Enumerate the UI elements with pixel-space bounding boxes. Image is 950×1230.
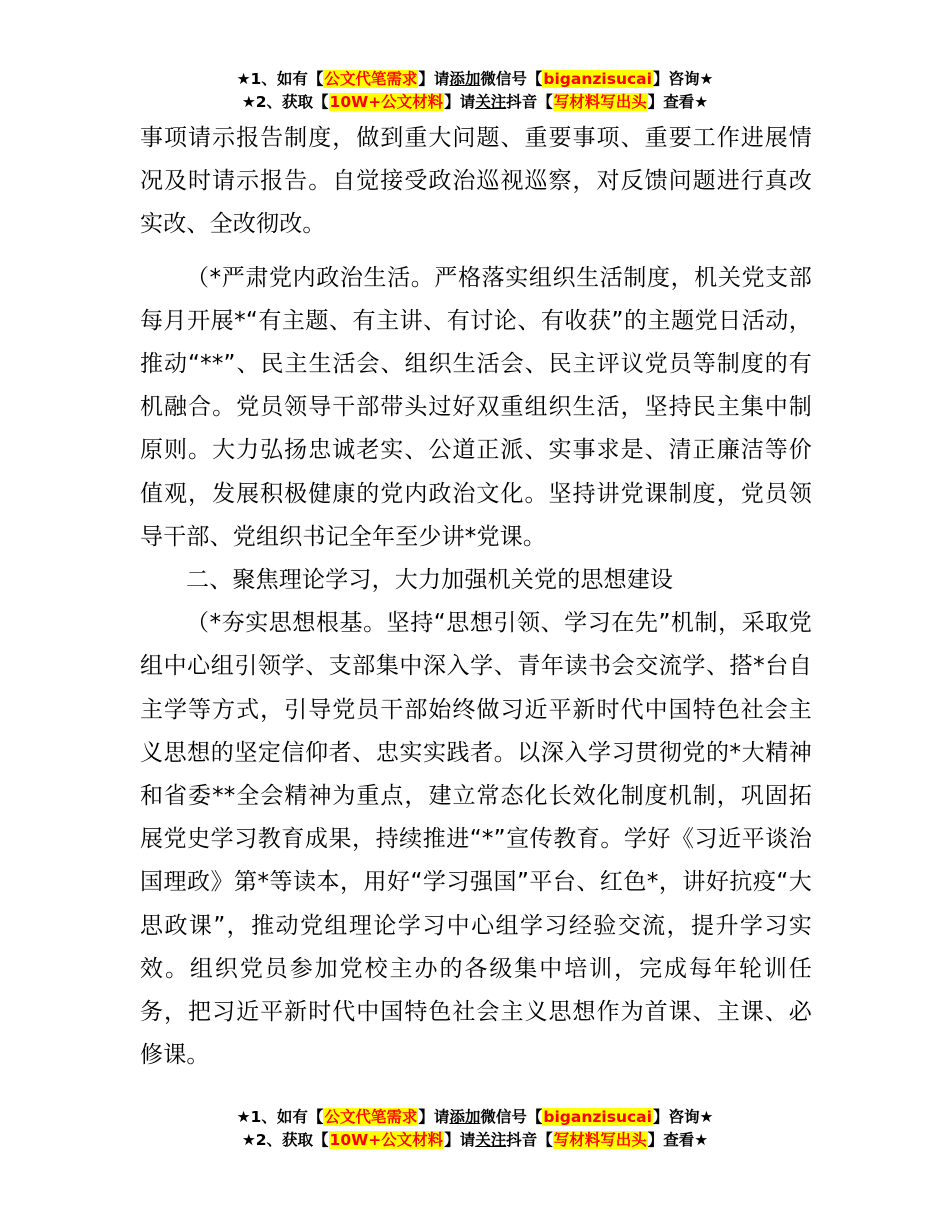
promo-banner-top <box>0 68 950 114</box>
promo-text: 抖音【 <box>506 93 553 111</box>
promo-highlight: biganzisucai <box>543 70 652 88</box>
promo-text: 微信号【 <box>480 1108 543 1126</box>
promo-text: 】请 <box>444 93 476 111</box>
section-heading: 二、聚焦理论学习，大力加强机关党的思想建设 <box>186 567 674 594</box>
promo-highlight: 10W+公文材料 <box>329 93 444 111</box>
promo-highlight: 10W+公文材料 <box>329 1131 444 1149</box>
promo-line-2 <box>0 91 950 114</box>
promo-line-2 <box>0 1129 950 1152</box>
promo-text: 】咨询★ <box>652 1108 714 1126</box>
promo-text: 】查看★ <box>647 93 709 111</box>
promo-underlined-text: 添加 <box>449 1108 481 1126</box>
promo-highlight: 公文代笔需求 <box>324 70 418 88</box>
paragraph-theory-study: （*夯实思想根基。坚持“思想引领、学习在先”机制，采取党组中心组引领学、支部集中深入学、青年读书会交流学、搭*台自主学等方式，引导党员干部始终做习近平新时代中国特色社会主义思想的坚定信仰者、忠实实践者。以深入学习贯彻党的*大精神和省委**全会精神为重点，建立常态化长效化制度机制，巩固拓展党史学习教育成果，持续推进“*”宣传教育。学好《习近平谈治国理政》第*等读本，用好“学习强国”平台、红色*，讲好抗疫“大思政课”，推动党组理论学习中心组学习经验交流，提升学习实效。组织党员参加党校主办的各级集中培训，完成每年轮训任务，把习近平新时代中国特色社会主义思想作为首课、主课、必修课。 <box>140 610 812 1069</box>
promo-highlight: 写材料写出头 <box>553 93 647 111</box>
promo-text: ★1、如有【 <box>236 1108 324 1126</box>
promo-text: ★2、获取【 <box>241 93 329 111</box>
promo-highlight: 公文代笔需求 <box>324 1108 418 1126</box>
promo-text: ★1、如有【 <box>236 70 324 88</box>
promo-line-1 <box>0 68 950 91</box>
paragraph-continuation: 事项请示报告制度，做到重大问题、重要事项、重要工作进展情况及时请示报告。自觉接受政治巡视巡察，对反馈问题进行真改实改、全改彻改。 <box>140 125 812 238</box>
promo-text: ★2、获取【 <box>241 1131 329 1149</box>
promo-text: 】请 <box>418 1108 450 1126</box>
paragraph-party-life: （*严肃党内政治生活。严格落实组织生活制度，机关党支部每月开展*“有主题、有主讲、有讨论、有收获”的主题党日活动，推动“**”、民主生活会、组织生活会、民主评议党员等制度的有机融合。党员领导干部带头过好双重组织生活，坚持民主集中制原则。大力弘扬忠诚老实、公道正派、实事求是、清正廉洁等价值观，发展积极健康的党内政治文化。坚持讲党课制度，党员领导干部、党组织书记全年至少讲*党课。 <box>140 264 812 550</box>
promo-highlight: biganzisucai <box>543 1108 652 1126</box>
promo-line-1 <box>0 1106 950 1129</box>
promo-text: 】咨询★ <box>652 70 714 88</box>
promo-highlight: 写材料写出头 <box>553 1131 647 1149</box>
promo-underlined-text: 关注 <box>475 1131 507 1149</box>
promo-underlined-text: 关注 <box>475 93 507 111</box>
promo-text: 抖音【 <box>506 1131 553 1149</box>
promo-text: 】查看★ <box>647 1131 709 1149</box>
promo-banner-bottom <box>0 1106 950 1152</box>
document-body <box>140 117 812 1077</box>
promo-text: 】请 <box>418 70 450 88</box>
promo-underlined-text: 添加 <box>449 70 481 88</box>
promo-text: 微信号【 <box>480 70 543 88</box>
promo-text: 】请 <box>444 1131 476 1149</box>
